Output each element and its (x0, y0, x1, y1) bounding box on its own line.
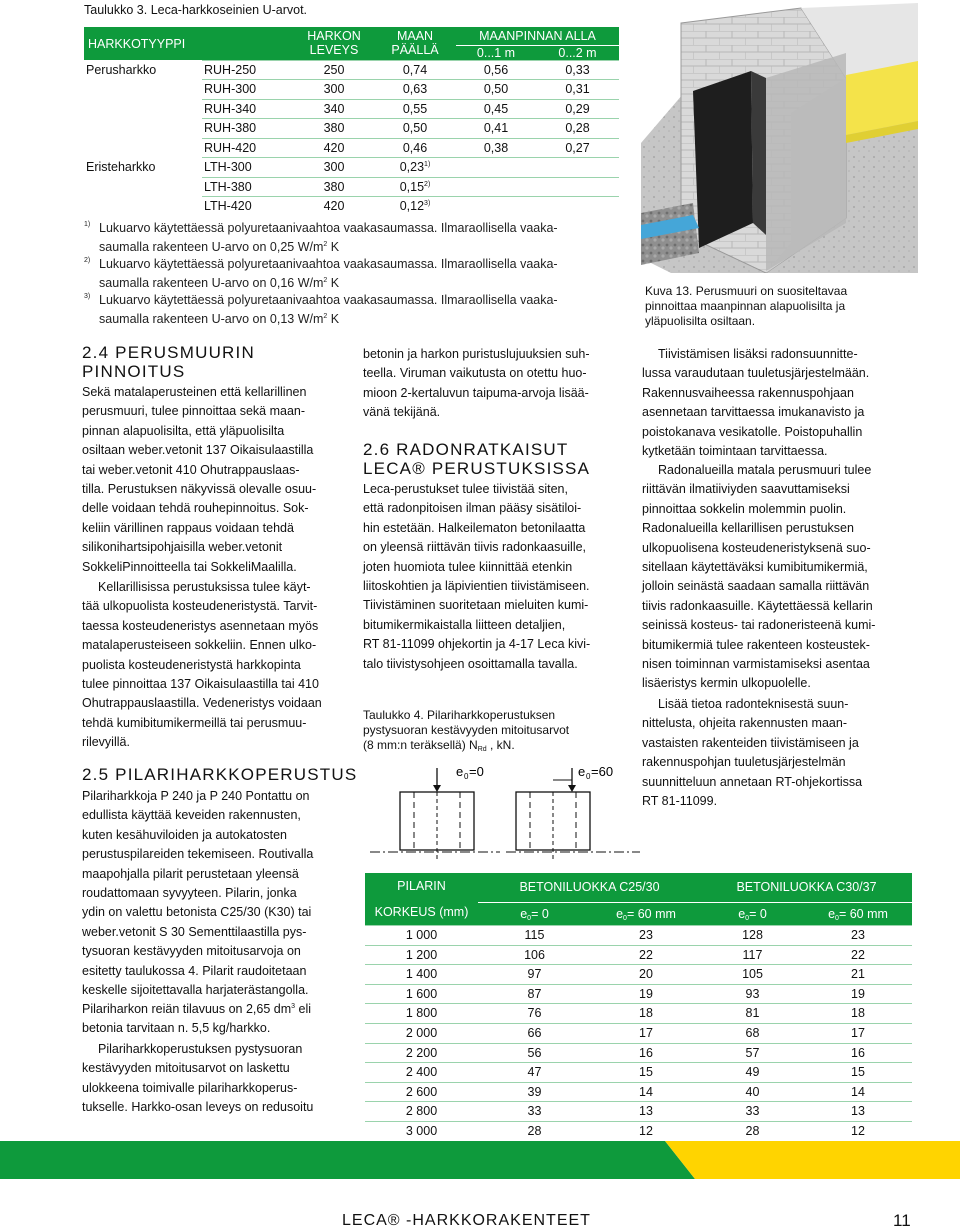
text-line: kytketään toimintaan tarvittaessa. (642, 444, 828, 459)
svg-text:=0: =0 (469, 764, 484, 779)
header-block-type: HARKKOTYYPPI (84, 27, 202, 60)
svg-text:0: 0 (464, 772, 469, 781)
column-left-drawing (370, 768, 500, 860)
cell-category (84, 138, 202, 158)
cell-block-type: RUH-300 (202, 80, 294, 100)
cell-c25-e0-zero: 97 (478, 965, 591, 985)
col3-paragraph-1 (642, 345, 869, 461)
cell-width: 300 (294, 80, 374, 100)
cell-c25-e0-sixty: 12 (591, 1121, 701, 1140)
text-line: että radonpitoisen ilman pääsy sisätiloi- (363, 501, 582, 516)
capacity-row (365, 1082, 912, 1102)
text-line: tai weber.vetonit 410 Ohutrappauslaas- (82, 462, 300, 477)
text-line: esitetty taulukossa 4. Pilarit raudoitetaan (82, 963, 307, 978)
cell-category (84, 119, 202, 139)
cell-category (84, 80, 202, 100)
text-line: tulee pinnoittaa 137 Oikaisulaastilla tai 410 (82, 677, 319, 692)
capacity-row (365, 1023, 912, 1043)
header-below-ground: MAANPINNAN ALLA (456, 27, 619, 45)
svg-text:e: e (456, 764, 464, 779)
load-eccentricity-diagram (360, 762, 645, 870)
svg-text:0: 0 (586, 772, 591, 781)
text-line: tehdä kumibitumikermeillä tai perusmuu- (82, 715, 307, 730)
cell-c25-e0-sixty: 23 (591, 926, 701, 946)
text-line: tiivis radonkaasuille. Käytettäessä kellarin (642, 598, 873, 613)
capacity-row (365, 1004, 912, 1024)
text-line: SokkeliPinnoitteella tai SokkeliMaalilla. (82, 559, 297, 574)
cell-c25-e0-zero: 39 (478, 1082, 591, 1102)
text-line: on yleensä riittävän tiivis radonkaasuille, (363, 540, 587, 555)
text-line: nittelusta, ohjeita rakennusten maan- (642, 716, 847, 731)
u-value-row (84, 177, 619, 197)
cell-block-type: RUH-340 (202, 99, 294, 119)
cell-width: 380 (294, 177, 374, 197)
text-line: bitumikermiä tulee rakenteen kosteustek- (642, 637, 870, 652)
cell-category (84, 177, 202, 197)
cell-above-ground: 0,23$^{1)}$ (374, 158, 456, 178)
text-line: vänä tekijänä. (363, 405, 441, 420)
cell-category (84, 99, 202, 119)
cell-c30-e0-zero: 68 (701, 1023, 804, 1043)
heading-2-6: 2.6 RADONRATKAISUT LECA® PERUSTUKSISSA (363, 440, 591, 478)
cell-block-type: RUH-420 (202, 138, 294, 158)
cell-below-2m (536, 158, 619, 178)
text-line: Sekä matalaperusteinen että kellarillinen (82, 385, 307, 399)
cell-c30-e0-zero: 81 (701, 1004, 804, 1024)
cell-c25-e0-zero: 87 (478, 984, 591, 1004)
cell-c30-e0-zero: 40 (701, 1082, 804, 1102)
text-line: lussa varaudutaan tuuletusjärjestelmään. (642, 366, 870, 381)
text-line: keskelle sijoitettavalla harjaterästangolla. (82, 983, 309, 998)
diagram-label-right (578, 764, 613, 781)
cell-c25-e0-sixty: 14 (591, 1082, 701, 1102)
text-line: vastaisten rakenteiden tiivistämiseen ja (642, 735, 859, 750)
cell-c25-e0-sixty: 22 (591, 945, 701, 965)
text-line: Ohutrappauslaastilla. Vedeneristys voidaan (82, 696, 322, 711)
cell-width: 300 (294, 158, 374, 178)
text-line: lisäeristys kermin ulkopuolelle. (642, 676, 811, 691)
cell-height: 1 400 (365, 965, 478, 985)
text-line: ydin on valettu betonista C25/30 (K30) tai (82, 905, 312, 920)
cell-c25-e0-sixty: 20 (591, 965, 701, 985)
cell-below-1m: 0,56 (456, 60, 536, 80)
foundation-illustration (641, 3, 918, 273)
capacity-row (365, 945, 912, 965)
cell-above-ground: 0,74 (374, 60, 456, 80)
col2-paragraph-1 (363, 345, 590, 423)
header-c30-e0-zero: $e_0= 0$ (701, 902, 804, 925)
text-line: Leca-perustukset tulee tiivistää siten, (363, 482, 568, 496)
text-line: tää ulkopuolista kosteudeneristystä. Tarvit- (82, 599, 318, 614)
cell-above-ground: 0,50 (374, 119, 456, 139)
text-line: suunnitteluun annetaan RT-ohjekortissa (642, 774, 863, 789)
footer-title: LECA® -HARKKORAKENTEET (342, 1212, 591, 1229)
header-c25-e0-sixty: $e_0= 60$ mm (591, 902, 701, 925)
cell-c25-e0-zero: 28 (478, 1121, 591, 1140)
text-line: keliin värillinen rappaus voidaan tehdä (82, 520, 294, 535)
cell-c30-e0-zero: 28 (701, 1121, 804, 1140)
text-line: joten huomiota tulee kiinnittää etenkin (363, 559, 573, 574)
header-below-1m: 0...1 m (456, 45, 536, 60)
cell-below-2m: 0,27 (536, 138, 619, 158)
text-line: tukselle. Harkko-osan leveys on redusoitu (82, 1100, 314, 1115)
cell-below-1m (456, 158, 536, 178)
cell-height: 1 200 (365, 945, 478, 965)
footnote-2: 2) Lukuarvo käytettäessä polyuretaanivaahtoa vaakasaumassa. Ilmaraollisella vaaka- saumalla rakenteen U-arvo on 0,16 $W/m^2$ K (84, 257, 558, 290)
text-line: kestävyyden mitoitusarvot on laskettu (82, 1061, 290, 1076)
cell-height: 3 000 (365, 1121, 478, 1140)
text-line: puolista kosteudeneristystä harkkopinta (82, 657, 301, 672)
text-line: bitumikermikaistalla liitteen detaljien, (363, 617, 566, 632)
cell-width: 420 (294, 197, 374, 216)
text-line: teella. Viruman vaikutusta on otettu huo- (363, 366, 587, 381)
text-line: liitoskohtien ja läpivientien tiivistämiseen. (363, 579, 590, 594)
cell-height: 1 000 (365, 926, 478, 946)
u-value-row (84, 99, 619, 119)
cell-below-2m (536, 197, 619, 216)
text-line: rilevyillä. (82, 735, 130, 750)
text-line: Rakennusvaiheessa rakennuspohjaan (642, 385, 854, 400)
cell-block-type: LTH-380 (202, 177, 294, 197)
footer-green-band (0, 1141, 695, 1179)
text-line: osiltaan weber.vetonit 137 Oikaisulaastilla (82, 443, 314, 458)
header-c25: BETONILUOKKA C25/30 (478, 873, 701, 902)
header-empty (202, 27, 294, 60)
capacity-row (365, 965, 912, 985)
cell-block-type: LTH-420 (202, 197, 294, 216)
text-line: weber.vetonit S 30 Sementtilaastilla pys- (82, 924, 307, 939)
cell-below-1m: 0,50 (456, 80, 536, 100)
cell-below-1m: 0,45 (456, 99, 536, 119)
svg-text:=60: =60 (591, 764, 614, 779)
header-width: HARKON LEVEYS (294, 27, 374, 60)
footnote-1: 1) Lukuarvo käytettäessä polyuretaanivaahtoa vaakasaumassa. Ilmaraollisella vaaka- saumalla rakenteen U-arvo on 0,25 $W/m^2$ K (84, 221, 558, 254)
column-capacity-table-body (365, 926, 912, 1141)
col1-paragraph-3-end: Pilariharkon reiän tilavuus on 2,65 $dm^3$ eli betonia tarvitaan n. 5,5 kg/harkko. (82, 1002, 312, 1036)
col1-paragraph-2 (82, 578, 322, 753)
text-line: taessa kosteudeneristys asennetaan myös (82, 618, 319, 633)
cell-c30-e0-zero: 117 (701, 945, 804, 965)
cell-height: 2 800 (365, 1102, 478, 1122)
cell-c25-e0-sixty: 17 (591, 1023, 701, 1043)
text-line: Pilariharkkoperustuksen pystysuoran (98, 1042, 303, 1056)
cell-below-2m: 0,33 (536, 60, 619, 80)
text-line: roudattomaan syvyyteen. Pilarin, jonka (82, 886, 297, 901)
cell-c30-e0-zero: 105 (701, 965, 804, 985)
text-line: edullista käyttää keveiden rakennusten, (82, 808, 301, 823)
cell-above-ground: 0,12$^{3)}$ (374, 197, 456, 216)
cell-category: Eristeharkko (86, 160, 156, 174)
footer-yellow-band (665, 1141, 960, 1179)
cell-width: 420 (294, 138, 374, 158)
text-line: riittävän ilmatiiviyden saavuttamiseksi (642, 482, 850, 497)
cell-c25-e0-sixty: 16 (591, 1043, 701, 1063)
capacity-row (365, 1063, 912, 1083)
u-value-row (84, 60, 619, 80)
table4-caption: Taulukko 4. Pilariharkkoperustuksen pystysuoran kestävyyden mitoitusarvot (8 mm:n teräksellä) $N_{Rd}$ , kN. (363, 708, 570, 753)
capacity-row (365, 926, 912, 946)
cell-below-1m: 0,41 (456, 119, 536, 139)
cell-c25-e0-zero: 33 (478, 1102, 591, 1122)
cell-c25-e0-zero: 47 (478, 1063, 591, 1083)
text-line: nisen toiminnan varmistamiseksi asentaa (642, 657, 870, 672)
cell-width: 340 (294, 99, 374, 119)
cell-above-ground: 0,46 (374, 138, 456, 158)
capacity-row (365, 1121, 912, 1140)
cell-c25-e0-zero: 76 (478, 1004, 591, 1024)
cell-below-2m: 0,28 (536, 119, 619, 139)
figure-caption: Kuva 13. Perusmuuri on suositeltavaa pinnoittaa maanpinnan alapuolisilta ja yläpuolisilta osiltaan. (645, 284, 848, 328)
text-line: perustuspilareiden tekemiseen. Routivalla (82, 847, 314, 862)
col3-paragraph-3 (642, 695, 862, 811)
cell-below-1m: 0,38 (456, 138, 536, 158)
cell-height: 1 800 (365, 1004, 478, 1024)
col1-paragraph-1 (82, 383, 316, 577)
text-line: hin estetään. Halkeilematon betonilaatta (363, 520, 586, 535)
header-c25-e0-zero: $e_0= 0$ (478, 902, 591, 925)
text-line: poistokanava vesikatolle. Poistopuhallin (642, 424, 863, 439)
text-line: Kellarillisissa perustuksissa tulee käyt- (98, 580, 311, 594)
cell-c25-e0-sixty: 19 (591, 984, 701, 1004)
text-line: jolloin seinästä saadaan samalla riittävän (642, 579, 870, 594)
text-line: rakennuspohjan tuuletusjärjestelmän (642, 755, 846, 770)
text-line: silikonihartsipohjaisilla weber.vetonit (82, 540, 283, 555)
cell-c30-e0-zero: 57 (701, 1043, 804, 1063)
text-line: talo tiivistysohjeen osoittamalla tavalla. (363, 656, 578, 671)
cell-below-2m: 0,29 (536, 99, 619, 119)
cell-c25-e0-sixty: 13 (591, 1102, 701, 1122)
cell-c30-e0-sixty: 12 (804, 1121, 912, 1140)
heading-2-5: 2.5 PILARIHARKKOPERUSTUS (82, 765, 358, 784)
text-line: betonin ja harkon puristuslujuuksien suh- (363, 347, 590, 361)
insulation-illustration (846, 61, 918, 143)
cell-block-type: LTH-300 (202, 158, 294, 178)
text-line: kuten kesähuviloiden ja autokatosten (82, 827, 288, 842)
cell-c25-e0-zero: 115 (478, 926, 591, 946)
text-line: pinnan alapuolisilta, että yläpuolisilta (82, 423, 285, 438)
cell-c25-e0-sixty: 18 (591, 1004, 701, 1024)
page-number: 11 (893, 1211, 911, 1230)
u-value-table (84, 27, 619, 216)
cell-above-ground: 0,55 (374, 99, 456, 119)
capacity-row (365, 1043, 912, 1063)
header-c30: BETONILUOKKA C30/37 (701, 873, 912, 902)
cell-c30-e0-zero: 33 (701, 1102, 804, 1122)
cell-below-2m: 0,31 (536, 80, 619, 100)
text-line: perusmuuri, tulee pinnoittaa sekä maan- (82, 404, 306, 419)
text-line: Radonalueilla kellarillisen perustuksen (642, 521, 854, 536)
capacity-row (365, 1102, 912, 1122)
u-value-row (84, 80, 619, 100)
cell-c30-e0-zero: 93 (701, 984, 804, 1004)
cell-c30-e0-sixty: 16 (804, 1043, 912, 1063)
text-line: maapohjalla pilarit perustetaan yleensä (82, 866, 299, 881)
cell-block-type: RUH-380 (202, 119, 294, 139)
cell-height: 2 600 (365, 1082, 478, 1102)
cell-height: 2 200 (365, 1043, 478, 1063)
u-value-row (84, 158, 619, 178)
cell-below-1m (456, 177, 536, 197)
table3-caption: Taulukko 3. Leca-harkkoseinien U-arvot. (84, 3, 308, 17)
text-line: Lisää tietoa radonteknisestä suun- (658, 697, 849, 711)
cell-above-ground: 0,15$^{2)}$ (374, 177, 456, 197)
text-line: ulkopuolisena kosteudeneristyksenä suo- (642, 540, 871, 555)
column-right-drawing (506, 768, 640, 860)
diagram-label-left (456, 764, 484, 781)
cell-c30-e0-sixty: 18 (804, 1004, 912, 1024)
col3-paragraph-2 (642, 461, 875, 694)
cell-width: 250 (294, 60, 374, 80)
cell-c25-e0-zero: 56 (478, 1043, 591, 1063)
col1-paragraph-4 (82, 1040, 313, 1118)
text-line: tysuoran kestävyyden mitoitusarvoja on (82, 944, 301, 959)
cell-c30-e0-sixty: 15 (804, 1063, 912, 1083)
text-line: matalaperusteiseen sokkeliin. Ennen ulko- (82, 638, 317, 653)
cell-below-2m (536, 177, 619, 197)
cell-category (84, 197, 202, 216)
u-value-row (84, 138, 619, 158)
cell-height: 2 400 (365, 1063, 478, 1083)
header-above-ground: MAAN PÄÄLLÄ (374, 27, 456, 60)
svg-text:e: e (578, 764, 586, 779)
cell-c25-e0-zero: 106 (478, 945, 591, 965)
text-line: delle voidaan tehdä rouhepinnoitus. Sok- (82, 501, 309, 516)
text-line: asennetaan tarvittaessa imukanavisto ja (642, 405, 865, 420)
cell-c25-e0-sixty: 15 (591, 1063, 701, 1083)
footer-color-bar (0, 1141, 960, 1179)
cell-width: 380 (294, 119, 374, 139)
header-c30-e0-sixty: $e_0= 60$ mm (804, 902, 912, 925)
text-line: sitellaan käytettäväksi kumibitumikermiä, (642, 560, 868, 575)
u-value-table-body (84, 60, 619, 216)
capacity-row (365, 984, 912, 1004)
cell-c30-e0-sixty: 17 (804, 1023, 912, 1043)
cell-c30-e0-zero: 49 (701, 1063, 804, 1083)
cell-c25-e0-zero: 66 (478, 1023, 591, 1043)
text-line: seinissä kosteus- tai radoneristeenä kumi- (642, 618, 876, 633)
u-value-row (84, 197, 619, 216)
text-line: RT 81-11099 ohjekortin ja 4-17 Leca kivi- (363, 637, 591, 652)
cell-category: Perusharkko (86, 62, 157, 77)
text-line: ulokkeena toimivalle pilariharkkoperus- (82, 1080, 298, 1095)
header-column-height: PILARIN KORKEUS (mm) (365, 873, 478, 926)
header-below-2m: 0...2 m (536, 45, 619, 60)
column-capacity-table (365, 873, 912, 1141)
cell-c30-e0-zero: 128 (701, 926, 804, 946)
footnote-3: 3) Lukuarvo käytettäessä polyuretaanivaahtoa vaakasaumassa. Ilmaraollisella vaaka- saumalla rakenteen U-arvo on 0,13 $W/m^2$ K (84, 293, 558, 326)
text-line: Tiivistäminen suoritetaan mieluiten kumi- (363, 598, 589, 613)
cell-c30-e0-sixty: 14 (804, 1082, 912, 1102)
cell-c30-e0-sixty: 22 (804, 945, 912, 965)
cell-c30-e0-sixty: 19 (804, 984, 912, 1004)
text-line: tilla. Perustuksen näkyvissä olevalle osuu- (82, 482, 317, 497)
text-line: Radonalueilla matala perusmuuri tulee (658, 463, 872, 477)
cell-c30-e0-sixty: 13 (804, 1102, 912, 1122)
cell-height: 1 600 (365, 984, 478, 1004)
text-line: mioon 2-kertaluvun taipuma-arvoja lisää- (363, 385, 589, 400)
heading-2-4: 2.4 PERUSMUURIN PINNOITUS (82, 343, 255, 381)
cell-above-ground: 0,63 (374, 80, 456, 100)
u-value-row (84, 119, 619, 139)
text-line: Pilariharkkoja P 240 ja P 240 Pontattu on (82, 789, 310, 803)
cell-height: 2 000 (365, 1023, 478, 1043)
col1-paragraph-3 (82, 787, 313, 1000)
dark-membrane-illustration (693, 71, 766, 248)
text-line: RT 81-11099. (642, 794, 718, 809)
text-line: pinnoittaa sokkelin molemmin puolin. (642, 501, 847, 516)
cell-below-1m (456, 197, 536, 216)
cell-c30-e0-sixty: 21 (804, 965, 912, 985)
cell-c30-e0-sixty: 23 (804, 926, 912, 946)
col2-paragraph-2 (363, 480, 590, 674)
cell-block-type: RUH-250 (202, 60, 294, 80)
text-line: Tiivistämisen lisäksi radonsuunnitte- (658, 347, 858, 361)
